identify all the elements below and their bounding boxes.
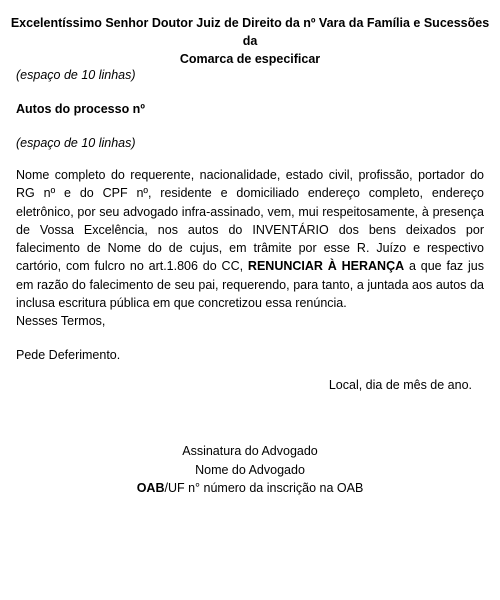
heading-line-2: Comarca de especificar bbox=[179, 52, 321, 66]
document-heading bbox=[10, 14, 490, 68]
oab-label: OAB bbox=[136, 481, 165, 495]
process-label: Autos do processo nº bbox=[16, 102, 145, 116]
closing-request: Pede Deferimento. bbox=[16, 348, 121, 362]
body-part-1: Nome completo do requerente, nacionalidade, estado civil, profissão, portador do RG nº e do CPF nº, residente e domiciliado endereço completo, endereço eletrônico, por seu advogado infra-assinado, vem, mui respeitosamente, à presença de Vossa Excelência, nos autos do INVENTÁRIO dos bens deixados por falecimento de Nome do de cujus, em trâmite por esse R. Juízo e respectivo cartório, com fulcro no art.1.806 do CC, bbox=[16, 168, 484, 274]
oab-line bbox=[20, 479, 480, 498]
lawyer-name: Nome do Advogado bbox=[195, 462, 305, 477]
place-date: Local, dia de mês de ano. bbox=[328, 378, 472, 392]
heading-line-1: Excelentíssimo Senhor Doutor Juiz de Direito da nº Vara da Família e Sucessões da bbox=[10, 16, 490, 48]
petition-body bbox=[16, 166, 484, 312]
signature-line: Assinatura do Advogado bbox=[182, 444, 318, 458]
body-part-2: a que faz jus em razão do falecimento de seu pai, requerendo, para tanto, a juntada aos autos da inclusa escritura pública em que concretizou essa renúncia. bbox=[16, 259, 484, 311]
closing-terms: Nesses Termos, bbox=[16, 314, 106, 328]
space-note-2: (espaço de 10 linhas) bbox=[16, 136, 136, 150]
space-note-1: (espaço de 10 linhas) bbox=[16, 68, 136, 82]
oab-number: /UF n° número da inscrição na OAB bbox=[164, 481, 364, 495]
signature-block bbox=[20, 442, 480, 498]
body-emphasis: RENUNCIAR À HERANÇA bbox=[247, 259, 405, 274]
